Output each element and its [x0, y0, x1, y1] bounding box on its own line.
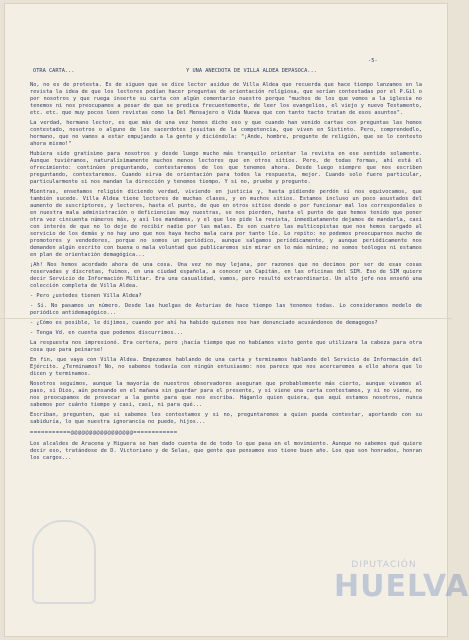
paragraph: - Pero ¿ustedes tienen Villa Aldea? [30, 293, 142, 299]
paragraph: En fin, que vaya con Villa Aldea. Empezamos hablando de una carta y terminamos hablando del Servicio de Información del Ejército. ¿Terminamos? No, no sabemos todavía con ningún entusiasmo: nos parece que nos acercaremos a ello ahora que lo dicen y terminamos. [30, 357, 422, 377]
page-number: -5- [368, 58, 378, 64]
separator-line: ===========@@@@@@@@@@@@@@@@@============ [30, 430, 178, 436]
paragraph: Los alcaldes de Aracena y Higuera se han dado cuenta de de todo lo que pasa en el movimiento. Aunque no sabemos qué quiere decir eso, tratándose de D. Victoriano y de Selas, que gente que pensamos eso tiene buen año. Los que son honrados, honran los cargos... [30, 441, 422, 461]
paragraph: La verdad, hermano lector, es que más de una vez hemos dicho eso y que cuando han venido cartas con preguntas las hemos contestado, nosotros o alguno de los sacerdotes jesuitas de la competencia, que viven en Sistinto. Pero, comprendedlo, hermano, que no vamos a estar empujando a la gente y diciéndola: "¡Ande, hombre, pregunte de religión, que se lo contesto ahora mismo!" [30, 120, 422, 147]
paragraph: Nosotros seguimos, aunque la mayoría de nuestros observadores aseguran que probablemente más cierto, aunque vivamos al paso, si Dios, aún pensando en el mañana sin guardar para el presente, y si viene una carta contestamos, y si no viene, no nos preocupamos de provocar a la gente para que nos escriba. Háganlo quien quiera, que aquí estamos nosotros, nunca sabemos por cuánto tiempo y casi, casi, ni para qué... [30, 381, 422, 408]
watermark-large-text: HUELVA [334, 569, 469, 604]
paragraph: Hubiera sido gratísimo para nosotros y desde luego mucho más tranquilo orientar la revista en ese sentido solamente. Aunque tuviéramos, naturalísimamente muchos menos lectores que en otros sitios. Pero, de todas formas, ahí está el ofrecimiento: continúen preguntando, contestaremos de los que tenemos ahora. Desde luego siempre que nos escriben preguntando, contestaremos. Cuando sirva de orientación para todos la respuesta, mejor. Cuando solo fuere particular, particularmente si nos mandan la dirección y tenemos tiempo. Y si no, pruebe y pregunte. [30, 151, 422, 185]
paragraph: La respuesta nos impresionó. Era certera, pero ¡hacía tiempo que no habíamos visto gente que utilizara la cabeza para otra cosa que para peinarse! [30, 340, 422, 353]
paragraph: ¡Ah! Nos hemos acordado ahora de una cosa. Una vez no muy lejana, por razones que no decimos por ser de esas cosas reservadas y discretas, fuimos, en una ciudad española, a conocer un Capitán, en las oficinas del SIM. Eso de SIM quiere decir Servicio de Información Militar. Era una casualidad, vamos, pero resultó extraordinario. Un alto jefe nos enseñó una colección completa de Villa Aldea. [30, 262, 422, 289]
letter-heading: OTRA CARTA... Y UNA ANECDOTA DE VILLA ALDEA DEPASOCA... [33, 68, 317, 74]
paragraph: Mientras, enseñamos religión diciendo verdad, viviendo en justicia y, hasta pidiendo perdón si nos equivocamos, que también sucede. Villa Aldea tiene lectores de muchas clases, y en muchos sitios. Estamos incluso un poco asustados del aumento de suscriptores, y lectores, hasta el punto, de que en otros sitios donde o por funcionar mal los correspondales o en nuestra mala administración o deficiencias muy nuestras, se nos pierden, hasta el punto de que hemos tenido que poner otra vez cincuenta números más, y así los mandamos, y el que los pide la revista, inmediatamente dejamos de mandarla, casi con interés de que no lo deje de recibir nadie por las malas. Es son cuatro las multicopistas que nos hemos cargado al servicio de los demás y no hay uno que nos haya hecho mala cara por tanto lío. Lo repito: no podemos preocuparnos mucho de promotores y vendedores, porque no somos un periódico, aunque salgamos periódicamente, y aunque periódicamente nos demanden algún escrito con buena o mala voluntad que publicaremos sin mirar en lo más mínimo; no somos teólogos ni estamos en plan de orientación demagógica... [30, 189, 422, 258]
paragraph: - Tenga Vd. en cuenta que podemos discurrimos... [30, 330, 184, 336]
paragraph: Escriban, pregunten, que si sabemos les contestamos y si no, preguntaremos a quien pueda contestar, aportando con su sabiduría, lo que nuestra ignorancia no puede, hijos... [30, 412, 422, 425]
paragraph: No, no es de protesta. Es de siguen que se dice lector asiduo de Villa Aldea que recuerda que hace tiempo lanzamos en la revista la idea de que los lectores podían hacer preguntas de orientación religiosa, que serían contestadas por el P.Gil o por nosotros y que ruega inserte su carta con algún comentario nuestro porque "muchos de los que vemos a la iglesia no tenemos ni nos preocupamos a pesar de que se predica frecuentemente, de leer los evangelios, el viejo y nuevo Testamento, etc. etc. que muy pocos leen revistas como la Del Mensajero o Vida Nueva que con tanto tacto tratan de esos asuntos". [30, 82, 422, 116]
paragraph: - Sí. No pasamos un número. Desde las huelgas de Asturias de hace tiempo las tenemos todas. Lo consideramos modelo de periódico antidemagógico... [30, 303, 422, 316]
watermark-small-text: DIPUTACIÓN [351, 560, 417, 570]
letter-body [30, 82, 422, 465]
paragraph: - ¿Cómo es posible, le dijimos, cuando por ahí ha habido quienes nos han denunciado acusándonos de demagogos? [30, 320, 378, 326]
